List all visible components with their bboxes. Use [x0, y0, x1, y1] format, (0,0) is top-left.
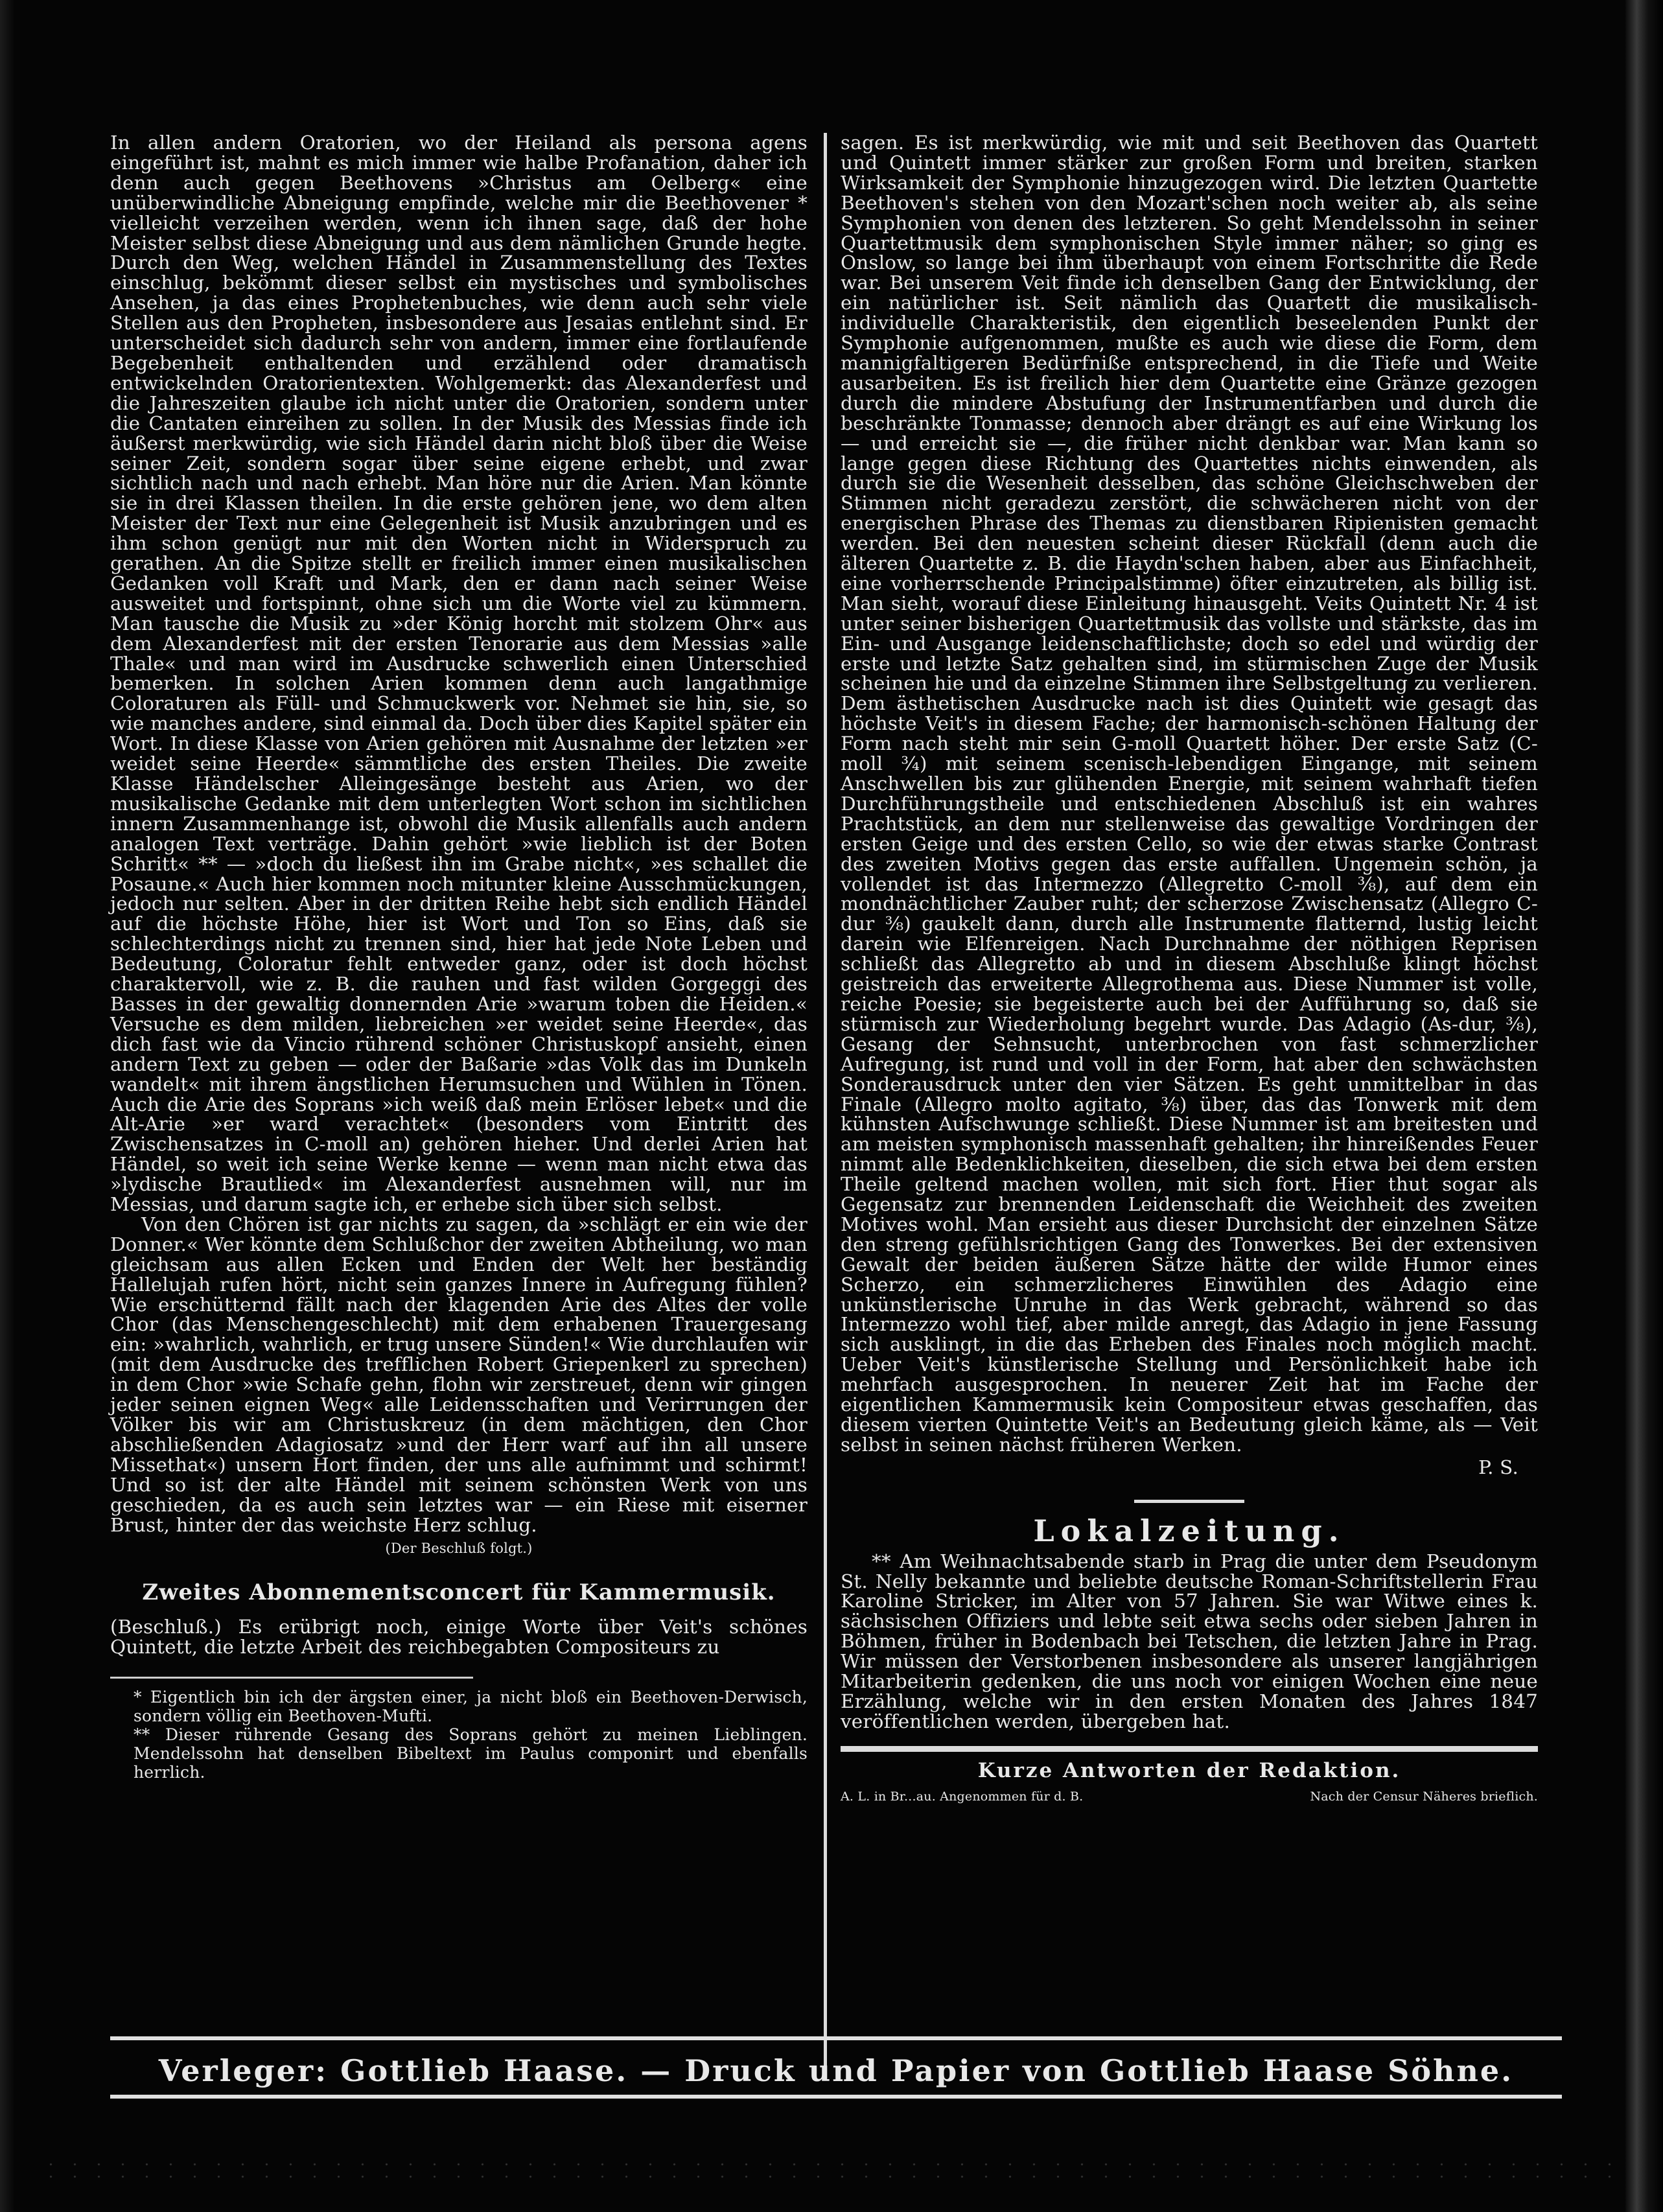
- section-divider-thick: [841, 1746, 1538, 1752]
- answers-row: [841, 1789, 1538, 1804]
- lokal-heading: Lokalzeitung.: [1033, 1513, 1345, 1548]
- scan-edge-right: [1625, 0, 1663, 2212]
- article-paragraph: In allen andern Oratorien, wo der Heiland als persona agens eingeführt ist, mahnt es mich immer wie halbe Profanation, daher ich denn auch gegen Beethovens »Christus am Oelberg« eine unüberwindliche Abneigung empfinde, welche mir die Beethovener * vielleicht verzeihen werden, wenn ich ihnen sage, daß der hohe Meister selbst diese Abneigung und aus dem nämlichen Grunde hegte. Durch den Weg, welchen Händel in Zusammenstellung des Textes einschlug, bekömmt dieser selbst ein mystisches und symbolisches Ansehen, ja das eines Prophetenbuches, wie denn auch sehr viele Stellen aus den Propheten, insbesondere aus Jesaias entlehnt sind. Er unterscheidet sich dadurch sehr von andern, immer eine fortlaufende Begebenheit enthaltenden und erzählend oder dramatisch entwickelnden Oratorientexten. Wohlgemerkt: das Alexanderfest und die Jahreszeiten glaube ich nicht unter die Oratorien, sondern unter die Cantaten einreihen zu sollen. In der Musik des Messias finde ich äußerst merkwürdig, wie sich Händel darin nicht bloß über die Weise seiner Zeit, sondern sogar über seine eigene erhebt, und zwar sichtlich nach und nach erhebt. Man höre nur die Arien. Man könnte sie in drei Klassen theilen. In die erste gehören jene, wo dem alten Meister der Text nur eine Gelegenheit ist Musik anzubringen und es ihm schon genügt nur mit den Worten nicht in Widerspruch zu gerathen. An die Spitze stellt er freilich immer einen musikalischen Gedanken voll Kraft und Mark, den er dann nach seiner Weise ausweitet und fortspinnt, ohne sich um die Worte viel zu kümmern. Man tausche die Musik zu »der König horcht mit stolzem Ohr« aus dem Alexanderfest mit der ersten Tenorarie aus dem Messias »alle Thale« und man wird im Ausdrucke schwerlich einen Unterschied bemerken. In solchen Arien kommen denn auch langathmige Coloraturen als Füll- und Schmuckwerk vor. Nehmet sie hin, sie, so wie manches andere, sind einmal da. Doch über dies Kapitel später ein Wort. In diese Klasse von Arien gehören mit Ausnahme der letzten »er weidet seine Heerde« sämmtliche des ersten Theiles. Die zweite Klasse Händelscher Alleingesänge besteht aus Arien, wo der musikalische Gedanke mit dem unterlegten Wort schon im sichtlichen innern Zusammenhange ist, obwohl die Musik allenfalls auch andern analogen Text verträge. Dahin gehört »wie lieblich ist der Boten Schritt« ** — »doch du ließest ihn im Grabe nicht«, »es schallet die Posaune.« Auch hier kommen noch mitunter kleine Ausschmückungen, jedoch nur selten. Aber in der dritten Reihe hebt sich endlich Händel auf die höchste Höhe, hier ist Wort und Ton so Eins, daß sie schlechterdings nicht zu trennen sind, hier hat jede Note Leben und Bedeutung, Coloratur fehlt entweder ganz, oder ist doch höchst charaktervoll, wie z. B. die rauhen und fast wilden Gorgeggi des Basses in der gewaltig donnernden Arie »warum toben die Heiden.« Versuche es dem milden, liebreichen »er weidet seine Heerde«, das dich fast wie da Vincio rührend schöner Christuskopf ansieht, einen andern Text zu geben — oder der Baßarie »das Volk das im Dunkeln wandelt« mit ihrem ängstlichen Herumsuchen und Wühlen in Tönen. Auch die Arie des Soprans »ich weiß daß mein Erlöser lebet« und die Alt-Arie »er ward verachtet« (besonders vom Eintritt des Zwischensatzes in C-moll an) gehören hieher. Und derlei Arien hat Händel, so weit ich seine Werke kenne — wenn man nicht etwa das »lydische Brautlied« im Alexanderfest ausnehmen will, nur im Messias, und darum sagte ich, er erhebe sich über sich selbst.: [110, 132, 808, 1216]
- continued-note: (Der Beschluß folgt.): [385, 1541, 533, 1557]
- answers-heading: Kurze Antworten der Redaktion.: [977, 1758, 1401, 1782]
- answer-entry: Nach der Censur Näheres brieflich.: [1310, 1789, 1538, 1804]
- scan-noise: [39, 2158, 1620, 2184]
- footer-rule-top: [110, 2036, 1562, 2040]
- scan-edge-left: [0, 0, 14, 2212]
- footnote-divider: [110, 1677, 473, 1679]
- article-paragraph: sagen. Es ist merkwürdig, wie mit und seit Beethoven das Quartett und Quintett immer stärker zur großen Form und breiten, starken Wirksamkeit der Symphonie hinzugezogen wird. Die letzten Quartette Beethoven's stehen von den Mozart'schen noch weiter ab, als seine Symphonien von denen des letzteren. So geht Mendelssohn in seiner Quartettmusik dem symphonischen Style immer näher; so ging es Onslow, so lange bei ihm überhaupt von einem Fortschritte die Rede war. Bei unserem Veit finde ich denselben Gang der Entwicklung, der ein natürlicher ist. Seit nämlich das Quartett die musikalisch-individuelle Charakteristik, den eigentlich beseelenden Punkt der Symphonie aufgenommen, mußte es auch wie diese die Form, dem mannigfaltigeren Bedürfniße entsprechend, in die Tiefe und Weite ausarbeiten. Es ist freilich hier dem Quartette eine Gränze gezogen durch die mindere Abstufung der Instrumentfarben und durch die beschränkte Tonmasse; dennoch aber drängt es auf eine Wirkung los — und erreicht sie —, die früher nicht denkbar war. Man kann so lange gegen diese Richtung des Quartettes nichts einwenden, als durch sie die Wesenheit desselben, das schöne Gleichschweben der Stimmen nicht geradezu zerstört, die schwächeren nicht von der energischen Phrase des Themas zu dienstbaren Ripienisten gemacht werden. Bei den neuesten scheint dieser Rückfall (denn auch die älteren Quartette z. B. die Haydn'schen haben, aber aus Einfachheit, eine vorherrschende Principalstimme) öfter einzutreten, als billig ist. Man sieht, worauf diese Einleitung hinausgeht. Veits Quintett Nr. 4 ist unter seiner bisherigen Quartettmusik das vollste und stärkste, das im Ein- und Ausgange leidenschaftlichste; doch so edel und würdig der erste und letzte Satz gehalten sind, im stürmischen Zuge der Musik scheinen hie und da einzelne Stimmen ihre Selbstgeltung zu verlieren. Dem ästhetischen Ausdrucke nach ist dies Quintett wie gesagt das höchste Veit's in diesem Fache; der harmonisch-schönen Haltung der Form nach steht mir sein G-moll Quartett höher. Der erste Satz (C-moll ¾) mit seinem scenisch-lebendigen Eingange, mit seinem Anschwellen bis zur glühenden Energie, mit seinem wahrhaft tiefen Durchführungstheile und entschiedenen Abschluß ist ein wahres Prachtstück, an dem nur stellenweise das gewaltige Vordringen der ersten Geige und des ersten Cello, so wie der etwas starke Contrast des zweiten Motivs gegen das erste auffallen. Ungemein schön, ja vollendet ist das Intermezzo (Allegretto C-moll ⅜), auf dem ein mondnächtlicher Zauber ruht; der scherzose Zwischensatz (Allegro C-dur ⅜) gaukelt dann, durch alle Instrumente flatternd, lustig leicht darein wie Elfenreigen. Nach Durchnahme der nöthigen Reprisen schließt das Allegretto ab und in diesem Abschluße klingt höchst geistreich das erweiterte Allegrothema aus. Diese Nummer ist volle, reiche Poesie; sie begeisterte auch bei der Aufführung so, daß sie stürmisch zur Wiederholung begehrt wurde. Das Adagio (As-dur, ⅜), Gesang der Sehnsucht, unterbrochen von fast schmerzlicher Aufregung, ist rund und voll in der Form, hat aber den schwächsten Sonderausdruck unter den vier Sätzen. Es geht unmittelbar in das Finale (Allegro molto agitato, ⅜) über, das das Tonwerk mit dem kühnsten Aufschwunge schließt. Diese Nummer ist am breitesten und am meisten symphonisch massenhaft gehalten; ihr hinreißendes Feuer nimmt alle Bedenklichkeiten, dieselben, die sich etwa bei dem ersten Theile geltend machen wollen, mit sich fort. Hier thut sogar als Gegensatz zur brennenden Leidenschaft die Weichheit des zweiten Motives wohl. Man ersieht aus dieser Durchsicht der einzelnen Sätze den streng gefühlsrichtigen Gang des Tonwerkes. Bei der extensiven Gewalt der beiden äußeren Sätze hätte der wilde Humor eines Scherzo, ein schmerzlicheres Einwühlen des Adagio eine unkünstlerische Unruhe in das Werk gebracht, während so das Intermezzo wohl tief, aber milde anregt, das Adagio in jene Fassung sich ausklingt, in die das Erheben des Finales noch möglich macht. Ueber Veit's künstlerische Stellung und Persönlichkeit habe ich mehrfach ausgesprochen. In neuerer Zeit hat im Fache der eigentlichen Kammermusik kein Compositeur etwas geschaffen, das diesem vierten Quintette Veit's an Bedeutung gleich käme, als — Veit selbst in seinen nächst früheren Werken.: [841, 132, 1538, 1456]
- footnote: ** Dieser rührende Gesang des Soprans gehört zu meinen Lieblingen. Mendelssohn hat denselben Bibeltext im Paulus componirt und ebenfalls herrlich.: [134, 1725, 808, 1782]
- concert-heading: Zweites Abonnementsconcert für Kammermusik.: [142, 1579, 776, 1606]
- footnote: * Eigentlich bin ich der ärgsten einer, ja nicht bloß ein Beethoven-Derwisch, sondern völlig ein Beethoven-Mufti.: [134, 1688, 808, 1726]
- author-signature: P. S.: [1478, 1456, 1518, 1478]
- article-paragraph: Von den Chören ist gar nichts zu sagen, da »schlägt er ein wie der Donner.« Wer könnte dem Schlußchor der zweiten Abtheilung, wo man gleichsam aus allen Ecken und Enden der Welt her beständig Hallelujah rufen hört, nicht sein ganzes Innere in Aufregung fühlen? Wie erschütternd fällt nach der klagenden Arie des Altes der volle Chor (das Menschengeschlecht) mit dem erhabenen Trauergesang ein: »wahrlich, wahrlich, er trug unsere Sünden!« Wie durchlaufen wir (mit dem Ausdrucke des trefflichen Robert Griepenkerl zu sprechen) in dem Chor »wie Schafe gehn, flohn wir zerstreuet, denn wir gingen jeder seinen eignen Weg« alle Leidensschaften und Verirrungen der Völker bis wir am Christuskreuz (in dem mächtigen, den Chor abschließenden Adagiosatz »und der Herr warf auf ihn all unsere Missethat«) unsern Hort finden, der uns alle aufnimmt und schirmt! Und so ist der alte Händel mit seinem schönsten Werk von uns geschieden, da es auch sein letztes war — ein Riese mit eiserner Brust, hinter der das weichste Herz schlug.: [110, 1213, 808, 1536]
- footer-rule-bottom: [110, 2095, 1562, 2099]
- left-column: [110, 133, 808, 1782]
- column-divider: [824, 133, 827, 2077]
- article-paragraph: (Beschluß.) Es erübrigt noch, einige Worte über Veit's schönes Quintett, die letzte Arbeit des reichbegabten Compositeurs zu: [110, 1616, 808, 1659]
- news-item: ** Am Weihnachtsabende starb in Prag die unter dem Pseudonym St. Nelly bekannte und beliebte deutsche Roman-Schriftstellerin Frau Karoline Stricker, im Alter von 57 Jahren. Sie war Witwe eines k. sächsischen Offiziers und lebte seit etwa sechs oder sieben Jahren in Böhmen, früher in Bodenbach bei Tetschen, die letzten Jahre in Prag. Wir müssen der Verstorbenen insbesondere als unserer langjährigen Mitarbeiterin gedenken, die uns noch vor einigen Wochen eine neue Erzählung, welche wir in den ersten Monaten des Jahres 1847 veröffentlichen werden, übergeben hat.: [841, 1550, 1538, 1732]
- section-divider: [1134, 1500, 1244, 1503]
- right-column: [841, 133, 1538, 1804]
- publisher-imprint: Verleger: Gottlieb Haase. — Druck und Papier von Gottlieb Haase Söhne.: [158, 2053, 1514, 2088]
- answer-entry: A. L. in Br...au. Angenommen für d. B.: [841, 1789, 1084, 1804]
